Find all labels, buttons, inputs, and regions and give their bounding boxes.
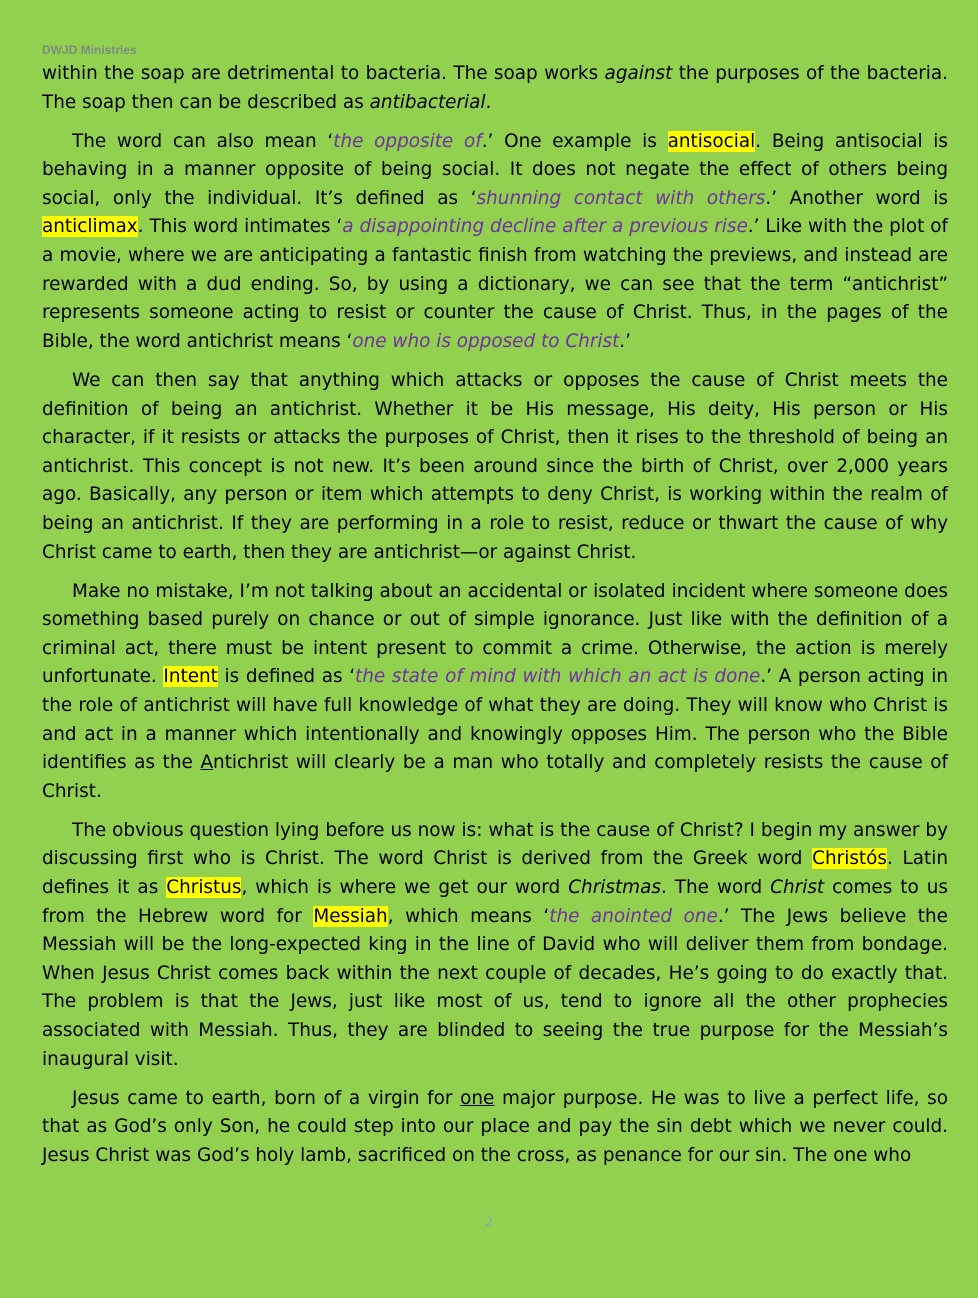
- text-run: . Latin defines it as: [42, 848, 948, 899]
- text-run: Jesus came to earth, born of a virgin for: [72, 1087, 461, 1109]
- text-run: .’ The Jews believe the Messiah will be the long-expected king in the line of David who will deliver them from bondage. When Jesus Christ comes back within the next couple of decades, He’s going to do exactly that. The problem is that the Jews, just like most of us, tend to ignore all the other prophecies associated with Messiah. Thus, they are blinded to seeing the true purpose for the Messiah’s inaugural visit.: [42, 905, 948, 1070]
- italic-text: Christ: [770, 877, 825, 899]
- definition-text: a disappointing decline after a previous rise: [342, 216, 748, 238]
- paragraph: [42, 1085, 948, 1171]
- text-run: . This word intimates ‘: [137, 216, 343, 238]
- definition-text: one who is opposed to Christ: [352, 330, 620, 352]
- text-run: , which means ‘: [387, 905, 550, 927]
- text-run: the purposes of the bacteria. The soap then can be described as: [42, 63, 948, 113]
- italic-text: against: [604, 63, 673, 84]
- text-run: We can then say that anything which attacks or opposes the cause of Christ meets the definition of being an antichrist. Whether it be His message, His deity, His person or His character, if it resists or attacks the purposes of Christ, then it rises to the threshold of being an antichrist. This concept is not new. It’s been around since the birth of Christ, over 2,000 years ago. Basically, any person or item which attempts to deny Christ, is working within the realm of being an antichrist. If they are performing in a role to resist, reduce or thwart the cause of why Christ came to earth, then they are antichrist—or against Christ.: [42, 369, 948, 563]
- text-run: Make no mistake, I’m not talking about an accidental or isolated incident where someone does something based purely on chance or out of simple ignorance. Just like with the definition of a criminal act, there must be intent present to commit a crime. Otherwise, the action is merely unfortunate.: [42, 580, 948, 688]
- text-run: The word can also mean ‘: [72, 130, 334, 152]
- text-run: .’ One example is: [481, 130, 668, 152]
- highlighted-term: antisocial: [667, 130, 756, 152]
- text-run: .’ A person acting in the role of antichrist will have full knowledge of what they are doing. They will know who Christ is and act in a manner which intentionally and knowingly opposes Him. The person who the Bible identifies as the: [42, 666, 948, 774]
- highlighted-term: Christus: [166, 877, 242, 899]
- text-run: The obvious question lying before us now is: what is the cause of Christ? I begin my answer by discussing first who is Christ. The word Christ is derived from the Greek word: [42, 819, 948, 870]
- definition-text: shunning contact with others: [476, 187, 766, 209]
- text-run: .’ Another word is: [765, 187, 948, 209]
- document-header: DWJD Ministries: [42, 43, 137, 57]
- text-run: .’ Like with the plot of a movie, where we are anticipating a fantastic finish from watching the previews, and instead are rewarded with a dud ending. So, by using a dictionary, we can see that the term “antichrist” represents someone acting to resist or counter the cause of Christ. Thus, in the pages of the Bible, the word antichrist means ‘: [42, 216, 949, 352]
- text-run: .’: [619, 330, 631, 352]
- underlined-text: A: [200, 752, 214, 774]
- highlighted-term: Intent: [163, 666, 218, 688]
- italic-text: antibacterial: [369, 91, 486, 113]
- paragraph: [42, 817, 948, 1074]
- text-run: comes to us from the Hebrew word for: [42, 877, 948, 927]
- definition-text: the state of mind with which an act is done: [355, 666, 761, 688]
- text-run: , which is where we get our word: [241, 877, 569, 899]
- paragraph: [42, 128, 948, 357]
- text-run: .: [485, 91, 492, 113]
- text-run: major purpose. He was to live a perfect life, so that as God’s only Son, he could step into our place and pay the sin debt which we never could. Jesus Christ was God’s holy lamb, sacrificed on the cross, as penance for our sin. The one who: [42, 1087, 949, 1166]
- page-number: 2: [485, 1215, 493, 1230]
- underlined-text: one: [460, 1087, 495, 1109]
- highlighted-term: anticlimax: [42, 216, 138, 238]
- paragraph: [42, 367, 948, 567]
- definition-text: the opposite of: [333, 130, 482, 152]
- paragraph: [42, 578, 948, 807]
- highlighted-term: Christós: [812, 848, 887, 870]
- paragraph: [42, 60, 948, 117]
- text-run: ntichrist will clearly be a man who totally and completely resists the cause of Christ.: [42, 752, 948, 802]
- text-run: within the soap are detrimental to bacteria. The soap works: [42, 63, 605, 84]
- definition-text: the anointed one: [549, 905, 718, 927]
- italic-text: Christmas: [568, 877, 661, 899]
- text-run: . Being antisocial is behaving in a manner opposite of being social. It does not negate the effect of others being social, only the individual. It’s defined as ‘: [42, 130, 948, 209]
- highlighted-term: Messiah: [313, 905, 388, 927]
- document-body: [42, 60, 948, 1181]
- text-run: . The word: [660, 877, 771, 899]
- text-run: is defined as ‘: [217, 666, 356, 688]
